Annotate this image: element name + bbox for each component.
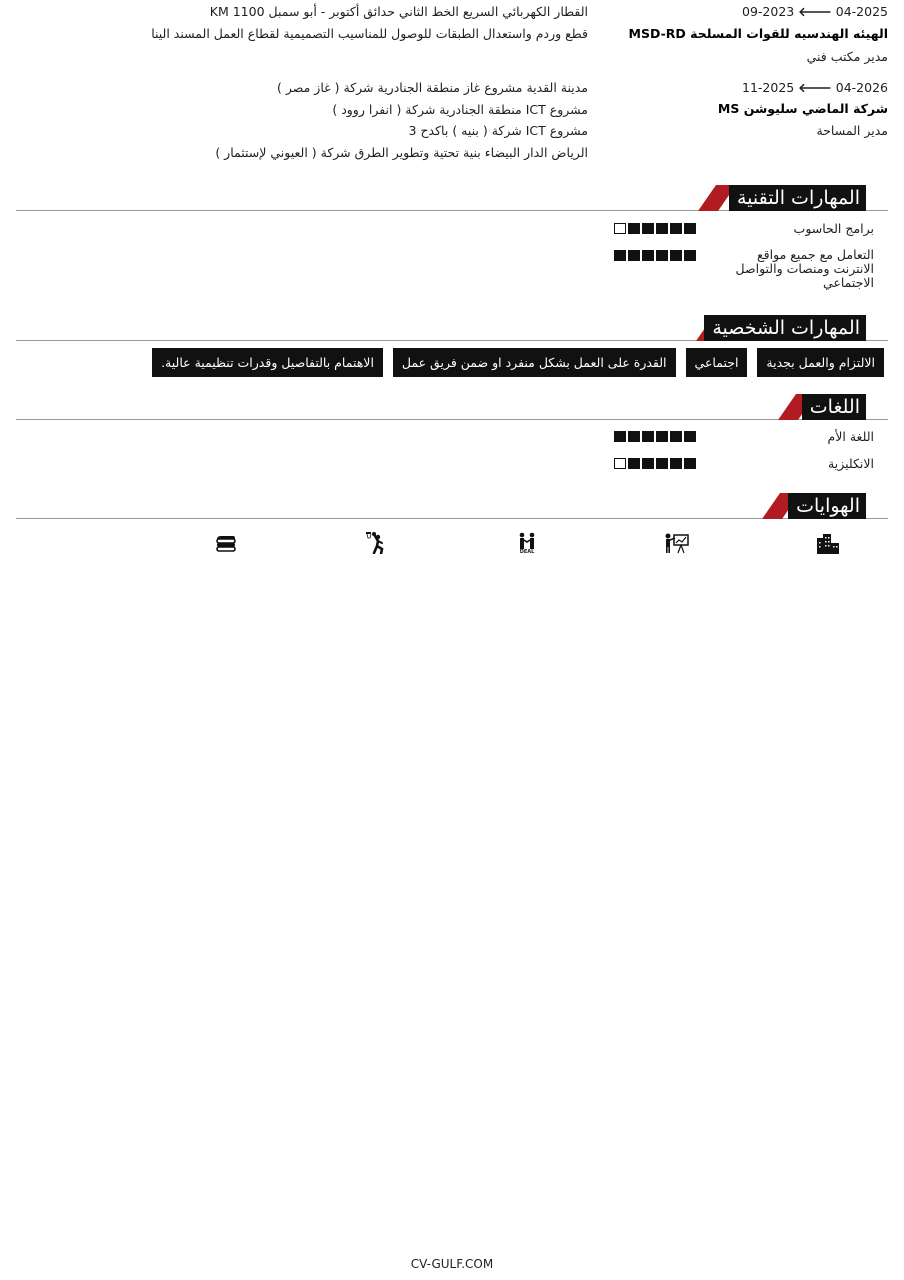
books-icon <box>213 532 239 554</box>
rating-square-filled <box>628 250 640 261</box>
languages-header <box>16 392 888 420</box>
language-label: الانكليزية <box>828 456 874 471</box>
skill-rating <box>614 250 696 261</box>
experience-1-position: مدير مكتب فني <box>806 49 888 64</box>
section-divider <box>16 518 888 519</box>
section-divider <box>16 419 888 420</box>
rating-square-filled <box>684 223 696 234</box>
languages-title: اللغات <box>802 394 866 420</box>
rating-square-filled <box>628 458 640 469</box>
handshake-shape <box>514 532 540 550</box>
rating-square-filled <box>656 458 668 469</box>
language-rating <box>614 458 696 469</box>
hobbies-title: الهوايات <box>788 493 866 519</box>
technical-skills-title: المهارات التقنية <box>729 185 866 211</box>
arrow-left-icon: 🡐 <box>798 80 832 95</box>
experience-2-position: مدير المساحة <box>816 123 888 138</box>
experience-1-details <box>151 1 588 44</box>
experience-2-detail: مشروع ICT منطقة الجنادرية شركة ( انفرا روود ) <box>332 101 588 117</box>
language-label: اللغة الأم <box>827 429 874 444</box>
rating-square-filled <box>642 431 654 442</box>
rating-square-filled <box>670 250 682 261</box>
experience-1-date-to: 04-2025 <box>835 4 888 19</box>
experience-2-detail: مشروع ICT شركة ( بنيه ) باكدح 3 <box>408 123 588 138</box>
technical-skills-header <box>16 183 888 211</box>
footer-site: CV-GULF.COM <box>410 1257 494 1271</box>
personal-skills-title: المهارات الشخصية <box>704 315 866 341</box>
rating-square-filled <box>684 431 696 442</box>
basketball-player-icon <box>365 532 391 554</box>
skill-label: برامج الحاسوب <box>793 221 874 236</box>
experience-2-date-from: 11-2025 <box>742 80 795 95</box>
rating-square-filled <box>656 250 668 261</box>
experience-1-dates <box>742 3 888 21</box>
experience-2-date-to: 04-2026 <box>835 80 888 95</box>
personal-skills-tags <box>152 348 884 377</box>
experience-2-dates <box>742 79 888 97</box>
rating-square-filled <box>656 223 668 234</box>
rating-square-filled <box>614 431 626 442</box>
buildings-icon <box>814 532 840 554</box>
rating-square-filled <box>670 223 682 234</box>
rating-square-filled <box>642 250 654 261</box>
language-row <box>614 428 874 448</box>
rating-square-filled <box>656 431 668 442</box>
skill-rating <box>614 223 696 234</box>
hobbies-header <box>16 491 888 519</box>
rating-square-filled <box>670 458 682 469</box>
experience-2-detail: الرياض الدار البيضاء بنية تحتية وتطوير الطرق شركة ( العيوني لإستثمار ) <box>215 144 588 160</box>
rating-square-filled <box>614 250 626 261</box>
skill-tag: القدرة على العمل بشكل منفرد او ضمن فريق عمل <box>393 348 676 377</box>
experience-2-detail: مدينة القدية مشروع غاز منطقة الجنادرية شركة ( غاز مصر ) <box>277 80 588 95</box>
skill-tag: اجتماعي <box>686 348 748 377</box>
arrow-left-icon: 🡐 <box>798 4 832 19</box>
experience-1-detail: القطار الكهربائي السريع الخط الثاني حدائق أكتوبر - أبو سمبل KM 1100 <box>209 4 588 19</box>
deal-label: DEAL <box>519 549 535 555</box>
skill-tag: الاهتمام بالتفاصيل وقدرات تنظيمية عالية. <box>152 348 383 377</box>
rating-square-filled <box>642 458 654 469</box>
experience-1-date-from: 09-2023 <box>742 4 795 19</box>
presentation-icon <box>664 532 690 554</box>
rating-square-empty <box>614 223 626 234</box>
rating-square-filled <box>670 431 682 442</box>
rating-square-filled <box>628 431 640 442</box>
rating-square-filled <box>684 458 696 469</box>
rating-square-filled <box>628 223 640 234</box>
skill-row <box>614 248 874 294</box>
personal-skills-header <box>16 313 888 341</box>
language-row <box>614 455 874 475</box>
deal-handshake-icon <box>514 532 540 556</box>
experience-2-company: شركة الماضي سليوشن MS <box>717 101 888 116</box>
rating-square-filled <box>642 223 654 234</box>
skill-row <box>614 220 874 240</box>
skill-label: التعامل مع جميع مواقع الانترنت ومنصات والتواصل الاجتماعي <box>735 247 874 290</box>
skill-tag: الالتزام والعمل بجدية <box>757 348 884 377</box>
experience-1-detail: قطع وردم واستعدال الطبقات للوصول للمناسيب التصميمية لقطاع العمل المسند الينا <box>151 25 588 41</box>
experience-2-details <box>215 77 588 163</box>
rating-square-empty <box>614 458 626 469</box>
rating-square-filled <box>684 250 696 261</box>
language-rating <box>614 431 696 442</box>
experience-1-company: الهيئه الهندسيه للقوات المسلحة MSD-RD <box>628 26 888 41</box>
